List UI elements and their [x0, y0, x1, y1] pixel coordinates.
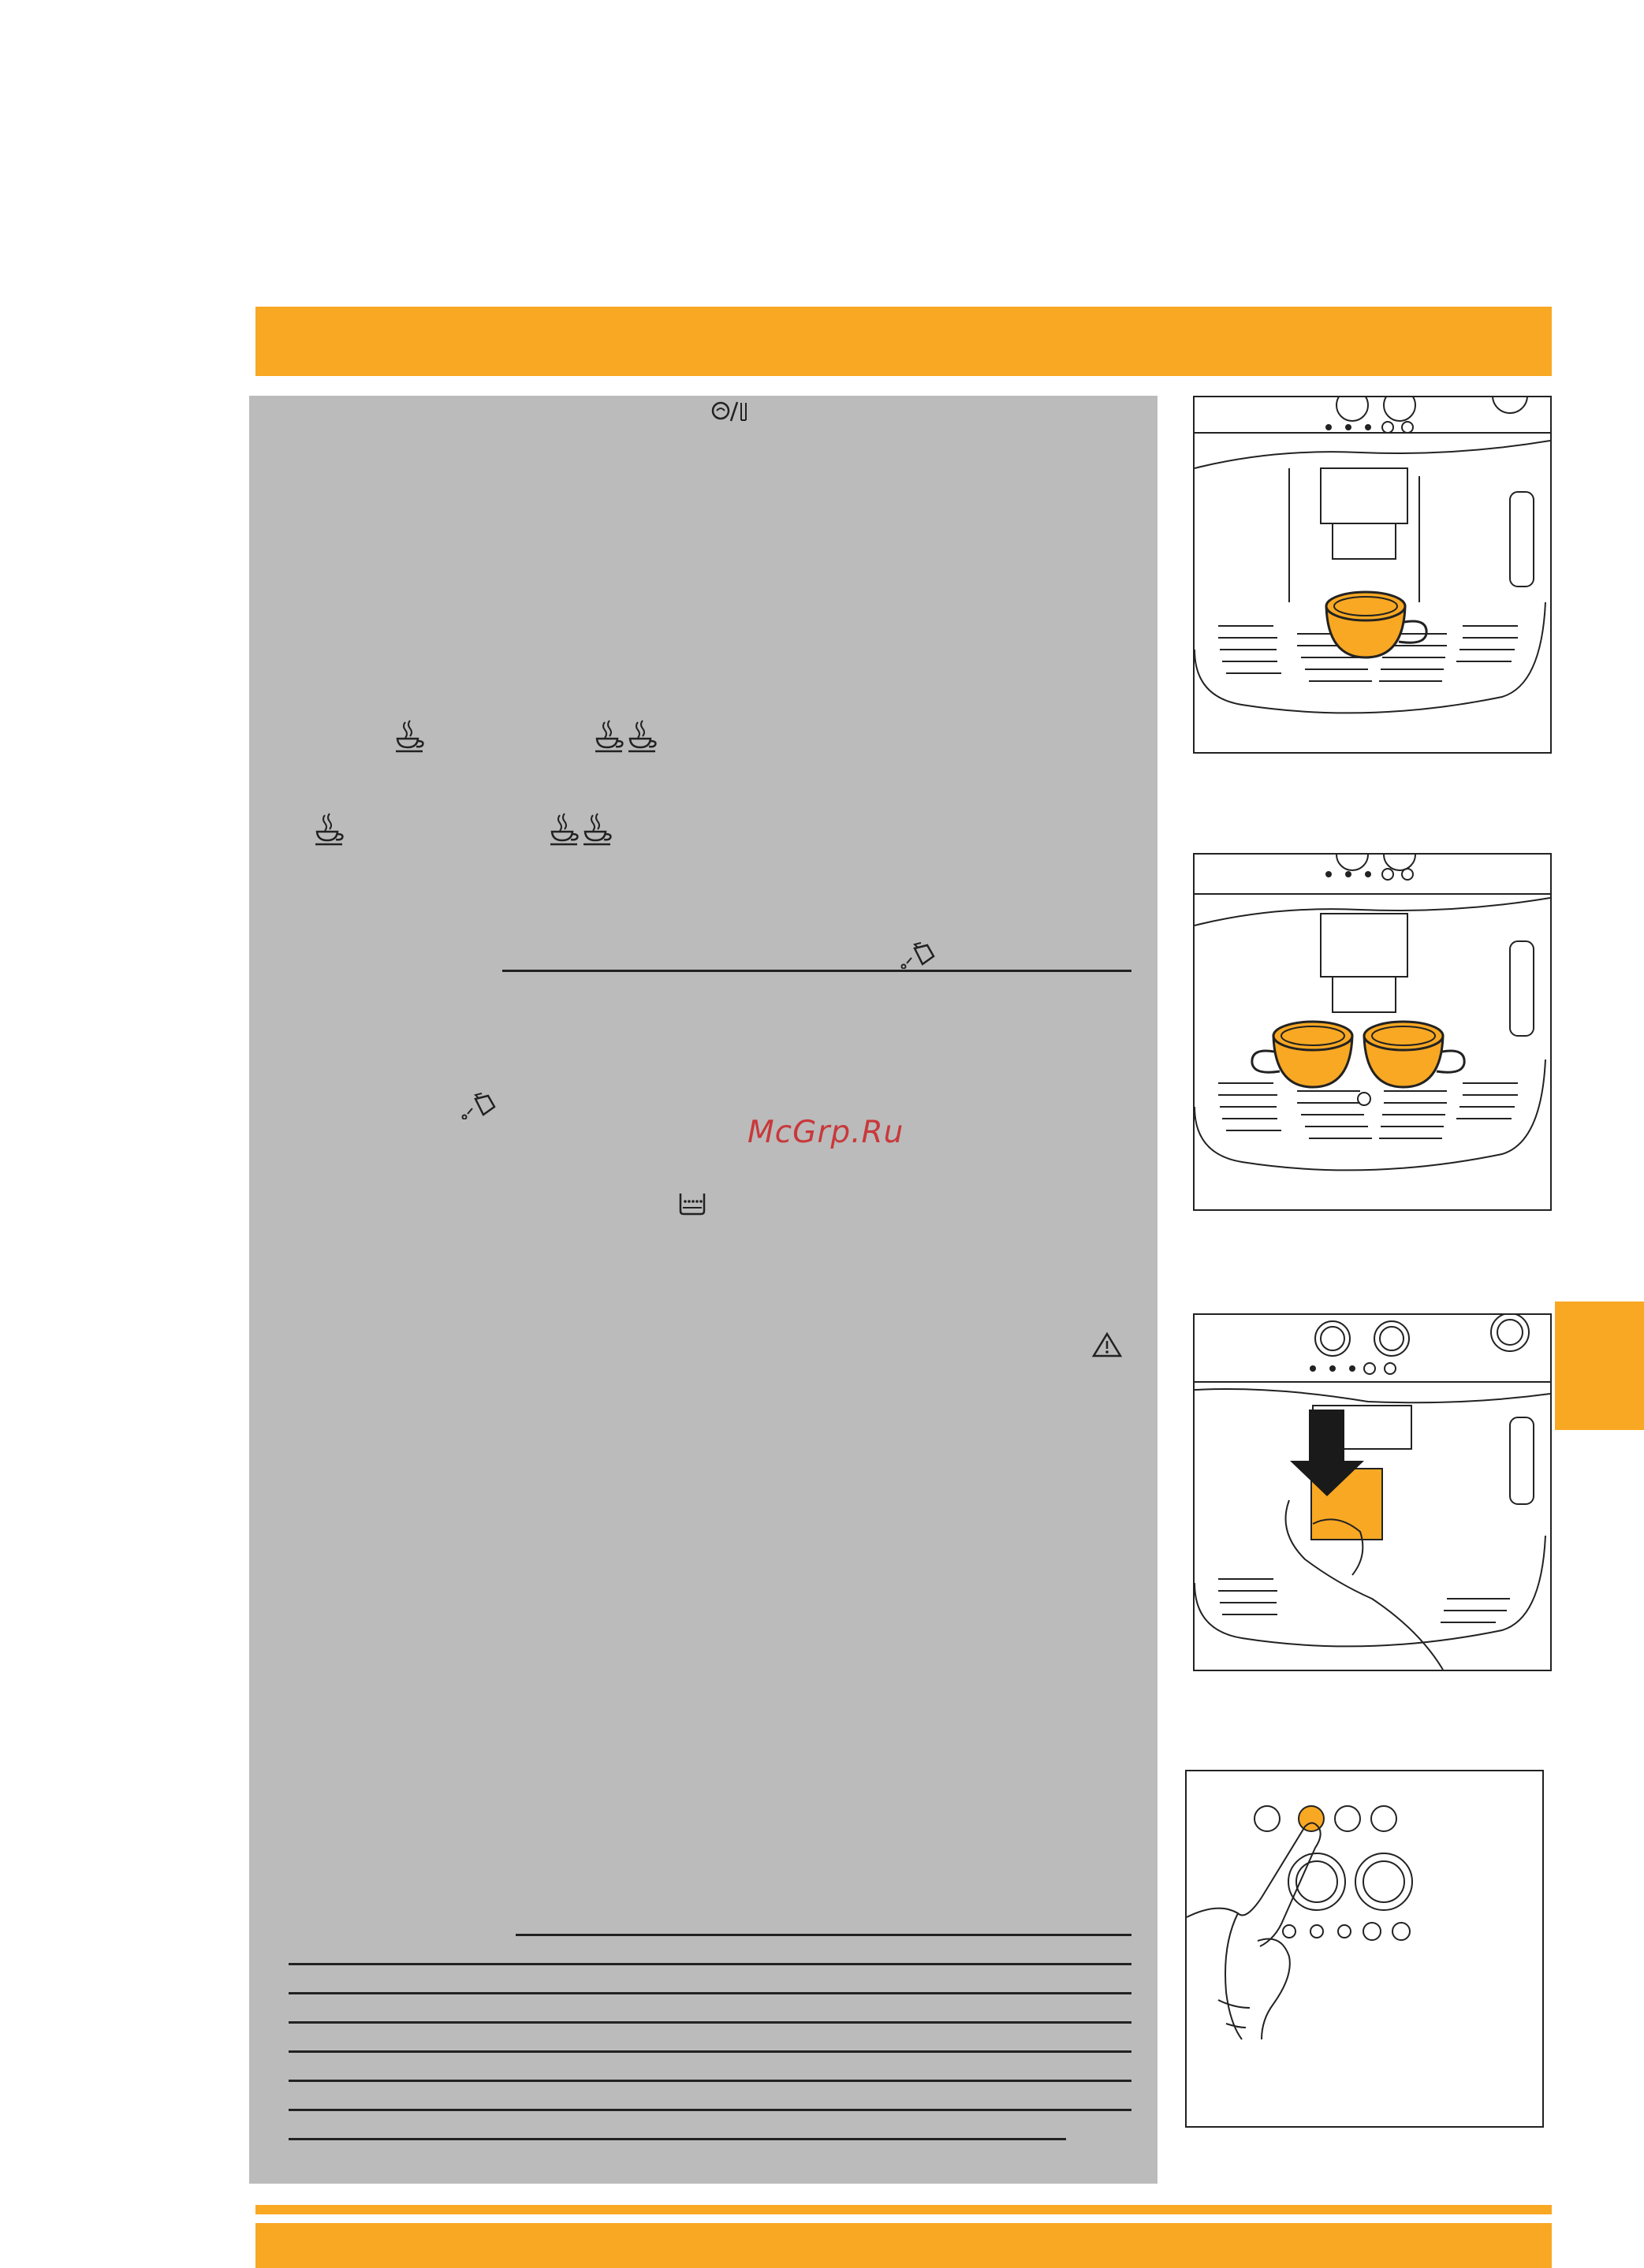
table-rule [289, 2080, 1131, 2082]
section-rule [502, 970, 1131, 972]
milk-jug-icon [900, 942, 937, 969]
table-rule [289, 2138, 1066, 2140]
table-rule [289, 2050, 1131, 2053]
table-rule [289, 1992, 1131, 1994]
section-rule [516, 1934, 1131, 1936]
table-rule [289, 2021, 1131, 2024]
two-cups-icon [594, 719, 660, 754]
fig-press-button [1185, 1770, 1544, 2128]
clean-water-icon [711, 400, 754, 423]
one-cup-icon [314, 812, 347, 847]
header-band [255, 307, 1552, 376]
footer-line [255, 2205, 1552, 2214]
footer-band [255, 2223, 1552, 2268]
one-cup-icon [394, 719, 427, 754]
fig-single-cup [1193, 396, 1552, 754]
table-rule [289, 1963, 1131, 1965]
section-tab [1555, 1302, 1644, 1430]
watermark: McGrp.Ru [747, 1115, 904, 1150]
two-cups-icon [549, 812, 615, 847]
fig-two-cups [1193, 853, 1552, 1211]
warning-icon [1091, 1331, 1123, 1358]
content-panel [249, 396, 1158, 2184]
grounds-container-icon [678, 1192, 706, 1216]
milk-jug-icon [461, 1093, 498, 1119]
fig-lower-spout [1193, 1313, 1552, 1671]
table-rule [289, 2109, 1131, 2111]
